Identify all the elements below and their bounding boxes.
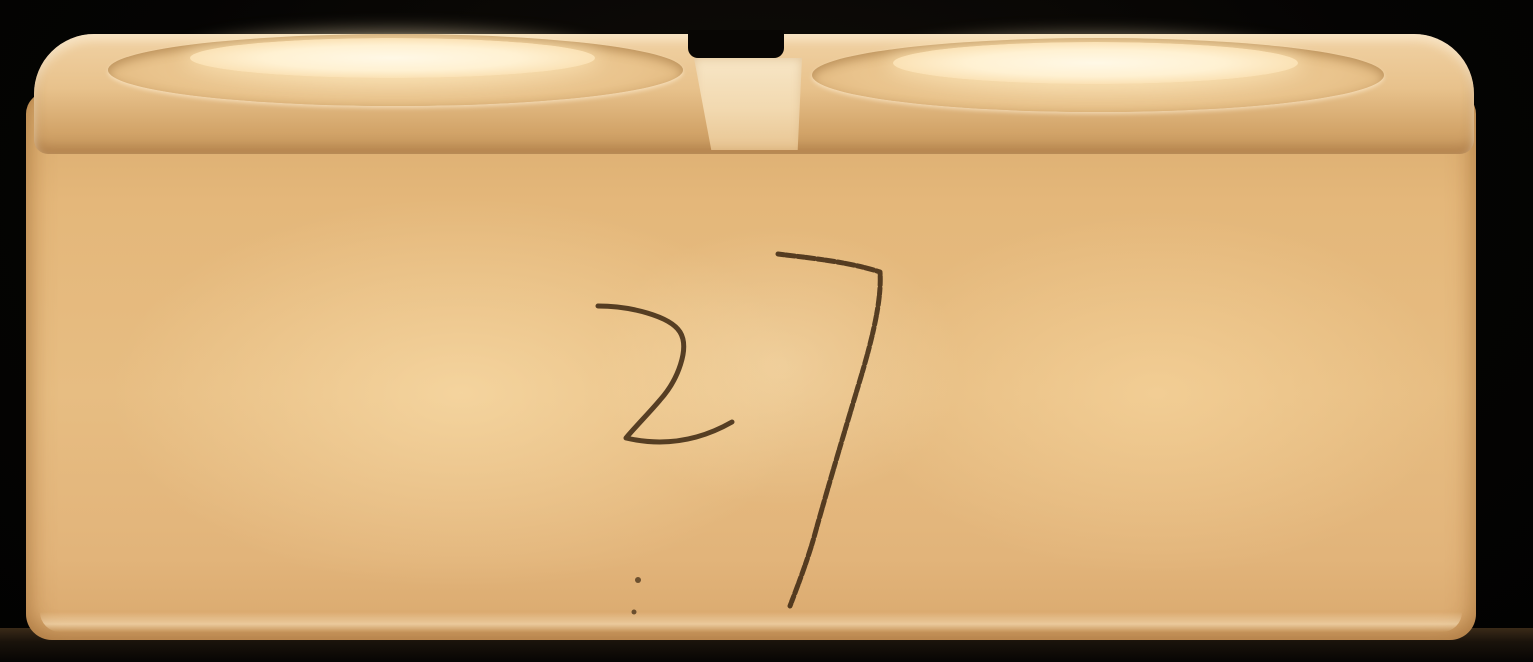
center-divider-tab [694, 58, 802, 150]
right-candle-glow [893, 42, 1298, 84]
center-notch-gap [688, 30, 784, 58]
handwritten-number [560, 240, 900, 620]
left-candle-glow [190, 38, 595, 78]
handwritten-number-drawing [560, 240, 900, 620]
